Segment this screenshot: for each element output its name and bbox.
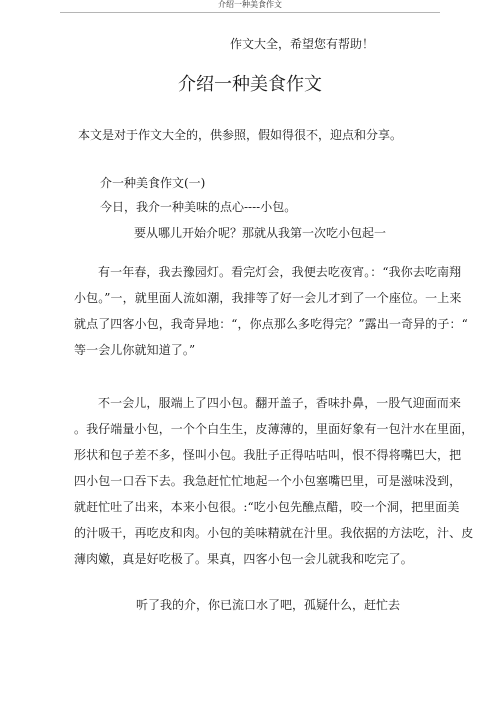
opening-line: 今日，我介一种美味的点心----小包。 <box>100 200 297 214</box>
paragraph-eating-buns <box>74 390 474 572</box>
paragraph-line: 不一会儿，服端上了四小包。翻开盖子，香味扑鼻，一股气迎面而来 <box>98 396 462 410</box>
paragraph-line: 有一年春，我去豫园灯。看完灯会，我便去吃夜宵。：“我你去吃南翔 <box>98 265 462 279</box>
paragraph-line: 就点了四客小包，我奇异地：“，你点那么多吃得完？”露出一奇异的子：“ <box>74 317 468 331</box>
page-header: 介绍一种美食作文 <box>218 0 282 9</box>
paragraph-line: 的汁吸干，再吃皮和肉。小包的美味精就在汁里。我依据的方法吃，汁、皮 <box>74 526 474 540</box>
tagline: 作文大全，希望您有帮助！ <box>230 37 375 51</box>
paragraph-line: 薄肉嫩，真是好吃极了。果真，四客小包一会儿就我和吃完了。 <box>74 552 413 566</box>
question-line: 要从哪儿开始介呢？那就从我第一次吃小包起一 <box>134 226 387 240</box>
document-title: 介绍一种美食作文 <box>178 74 322 95</box>
intro-text: 本文是对于作文大全的，供参照，假如得很不，迎点和分享。 <box>78 128 403 142</box>
header-divider <box>60 12 440 13</box>
paragraph-spring-visit <box>74 259 468 363</box>
paragraph-line: 形状和包子差不多，怪叫小包。我肚子正得咕咕叫，恨不得将嘴巴大，把 <box>74 448 462 462</box>
paragraph-line: 就赶忙吐了出来，本来小包很。:“吃小包先醮点醋，咬一个洞，把里面美 <box>74 500 460 514</box>
closing-line: 听了我的介，你已流口水了吧，孤疑什么，赶忙去 <box>136 598 401 612</box>
paragraph-line: 等一会儿你就知道了。” <box>74 343 196 357</box>
paragraph-line: 小包。”一，就里面人流如潮，我排等了好一会儿才到了一个座位。一上来 <box>74 291 462 305</box>
paragraph-line: 。我仔端量小包，一个个白生生，皮薄薄的，里面好象有一包汁水在里面， <box>74 422 474 436</box>
paragraph-line: 四小包一口吞下去。我急赶忙忙地起一个小包塞嘴巴里，可是滋味没到， <box>74 474 462 488</box>
section-heading: 介一种美食作文(一) <box>100 176 206 190</box>
